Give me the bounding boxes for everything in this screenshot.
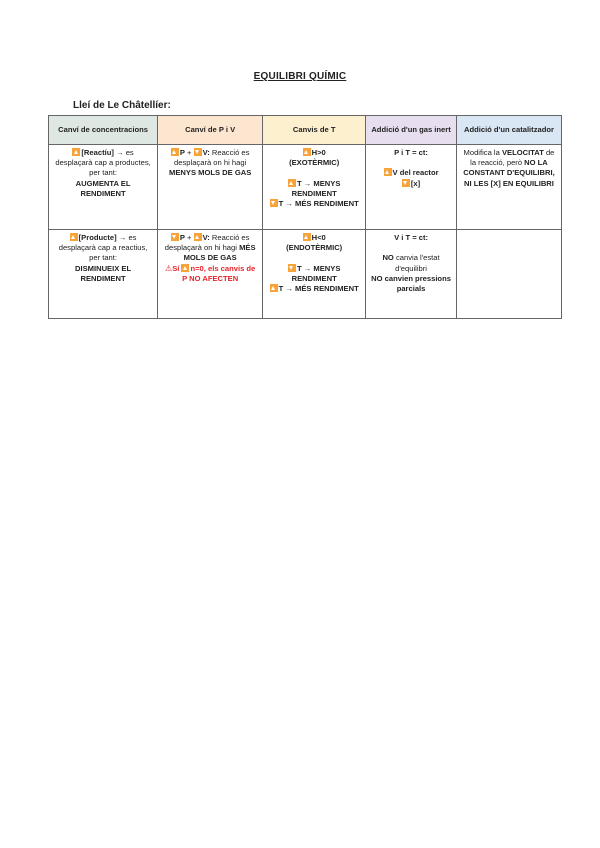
cell-gas-inert-p-t: P i T = ct: V del reactor [x] — [366, 145, 457, 230]
arrow-up-icon — [181, 264, 189, 272]
le-chatelier-table — [48, 115, 562, 319]
header-pressio-volum: Canví de P i V — [158, 116, 263, 145]
page-title: EQUILIBRI QUÍMIC — [253, 71, 347, 82]
arrow-down-icon — [402, 179, 410, 187]
cell-catalitzador: Modifica la VELOCITAT de la reacció, però NO LA CONSTANT D'EQUILIBRI, NI LES [X] EN EQUILIBRI — [456, 145, 561, 230]
header-temperatura: Canvis de T — [263, 116, 366, 145]
arrow-up-icon — [194, 233, 202, 241]
cell-empty — [456, 230, 561, 319]
table-row — [49, 145, 562, 230]
table-row — [49, 230, 562, 319]
header-gas-inert: Addició d'un gas inert — [366, 116, 457, 145]
arrow-down-icon — [270, 199, 278, 207]
warning-icon: ⚠ — [165, 263, 173, 273]
cell-gas-inert-v-t: V i T = ct: NO canvia l'estat d'equilibri NO canvien pressions parcials — [366, 230, 457, 319]
cell-pressio-augmenta: P + V: Reacció es desplaçarà on hi hagi MENYS MOLS DE GAS — [158, 145, 263, 230]
arrow-up-icon — [270, 284, 278, 292]
arrow-up-icon — [72, 148, 80, 156]
cell-concentracio-reactiu: [Reactíu] → es desplaçarà cap a productes, per tant: AUGMENTA EL RENDIMENT — [49, 145, 158, 230]
arrow-down-icon — [194, 148, 202, 156]
header-catalitzador: Addició d'un catalitzador — [456, 116, 561, 145]
arrow-up-icon — [70, 233, 78, 241]
cell-concentracio-producte: [Producte] → es desplaçarà cap a reactius, per tant: DISMINUEIX EL RENDIMENT — [49, 230, 158, 319]
arrow-down-icon — [171, 233, 179, 241]
arrow-up-icon — [303, 233, 311, 241]
table-header-row — [49, 116, 562, 145]
cell-endotermic: H<0 (ENDOTÈRMIC) T → MENYS RENDIMENT T → MÉS RENDIMENT — [263, 230, 366, 319]
arrow-up-icon — [171, 148, 179, 156]
cell-pressio-disminueix: P + V: Reacció es desplaçarà on hi hagi MÉS MOLS DE GAS ⚠Sí n=0, els canvis de P NO AFECTEN — [158, 230, 263, 319]
cell-exotermic: H>0 (EXOTÈRMIC) T → MENYS RENDIMENT T → MÉS RENDIMENT — [263, 145, 366, 230]
arrow-up-icon — [384, 168, 392, 176]
section-subtitle: Lleí de Le Châtellíer: — [73, 100, 171, 111]
arrow-down-icon — [288, 264, 296, 272]
arrow-up-icon — [288, 179, 296, 187]
arrow-up-icon — [303, 148, 311, 156]
header-concentracions: Canví de concentracions — [49, 116, 158, 145]
